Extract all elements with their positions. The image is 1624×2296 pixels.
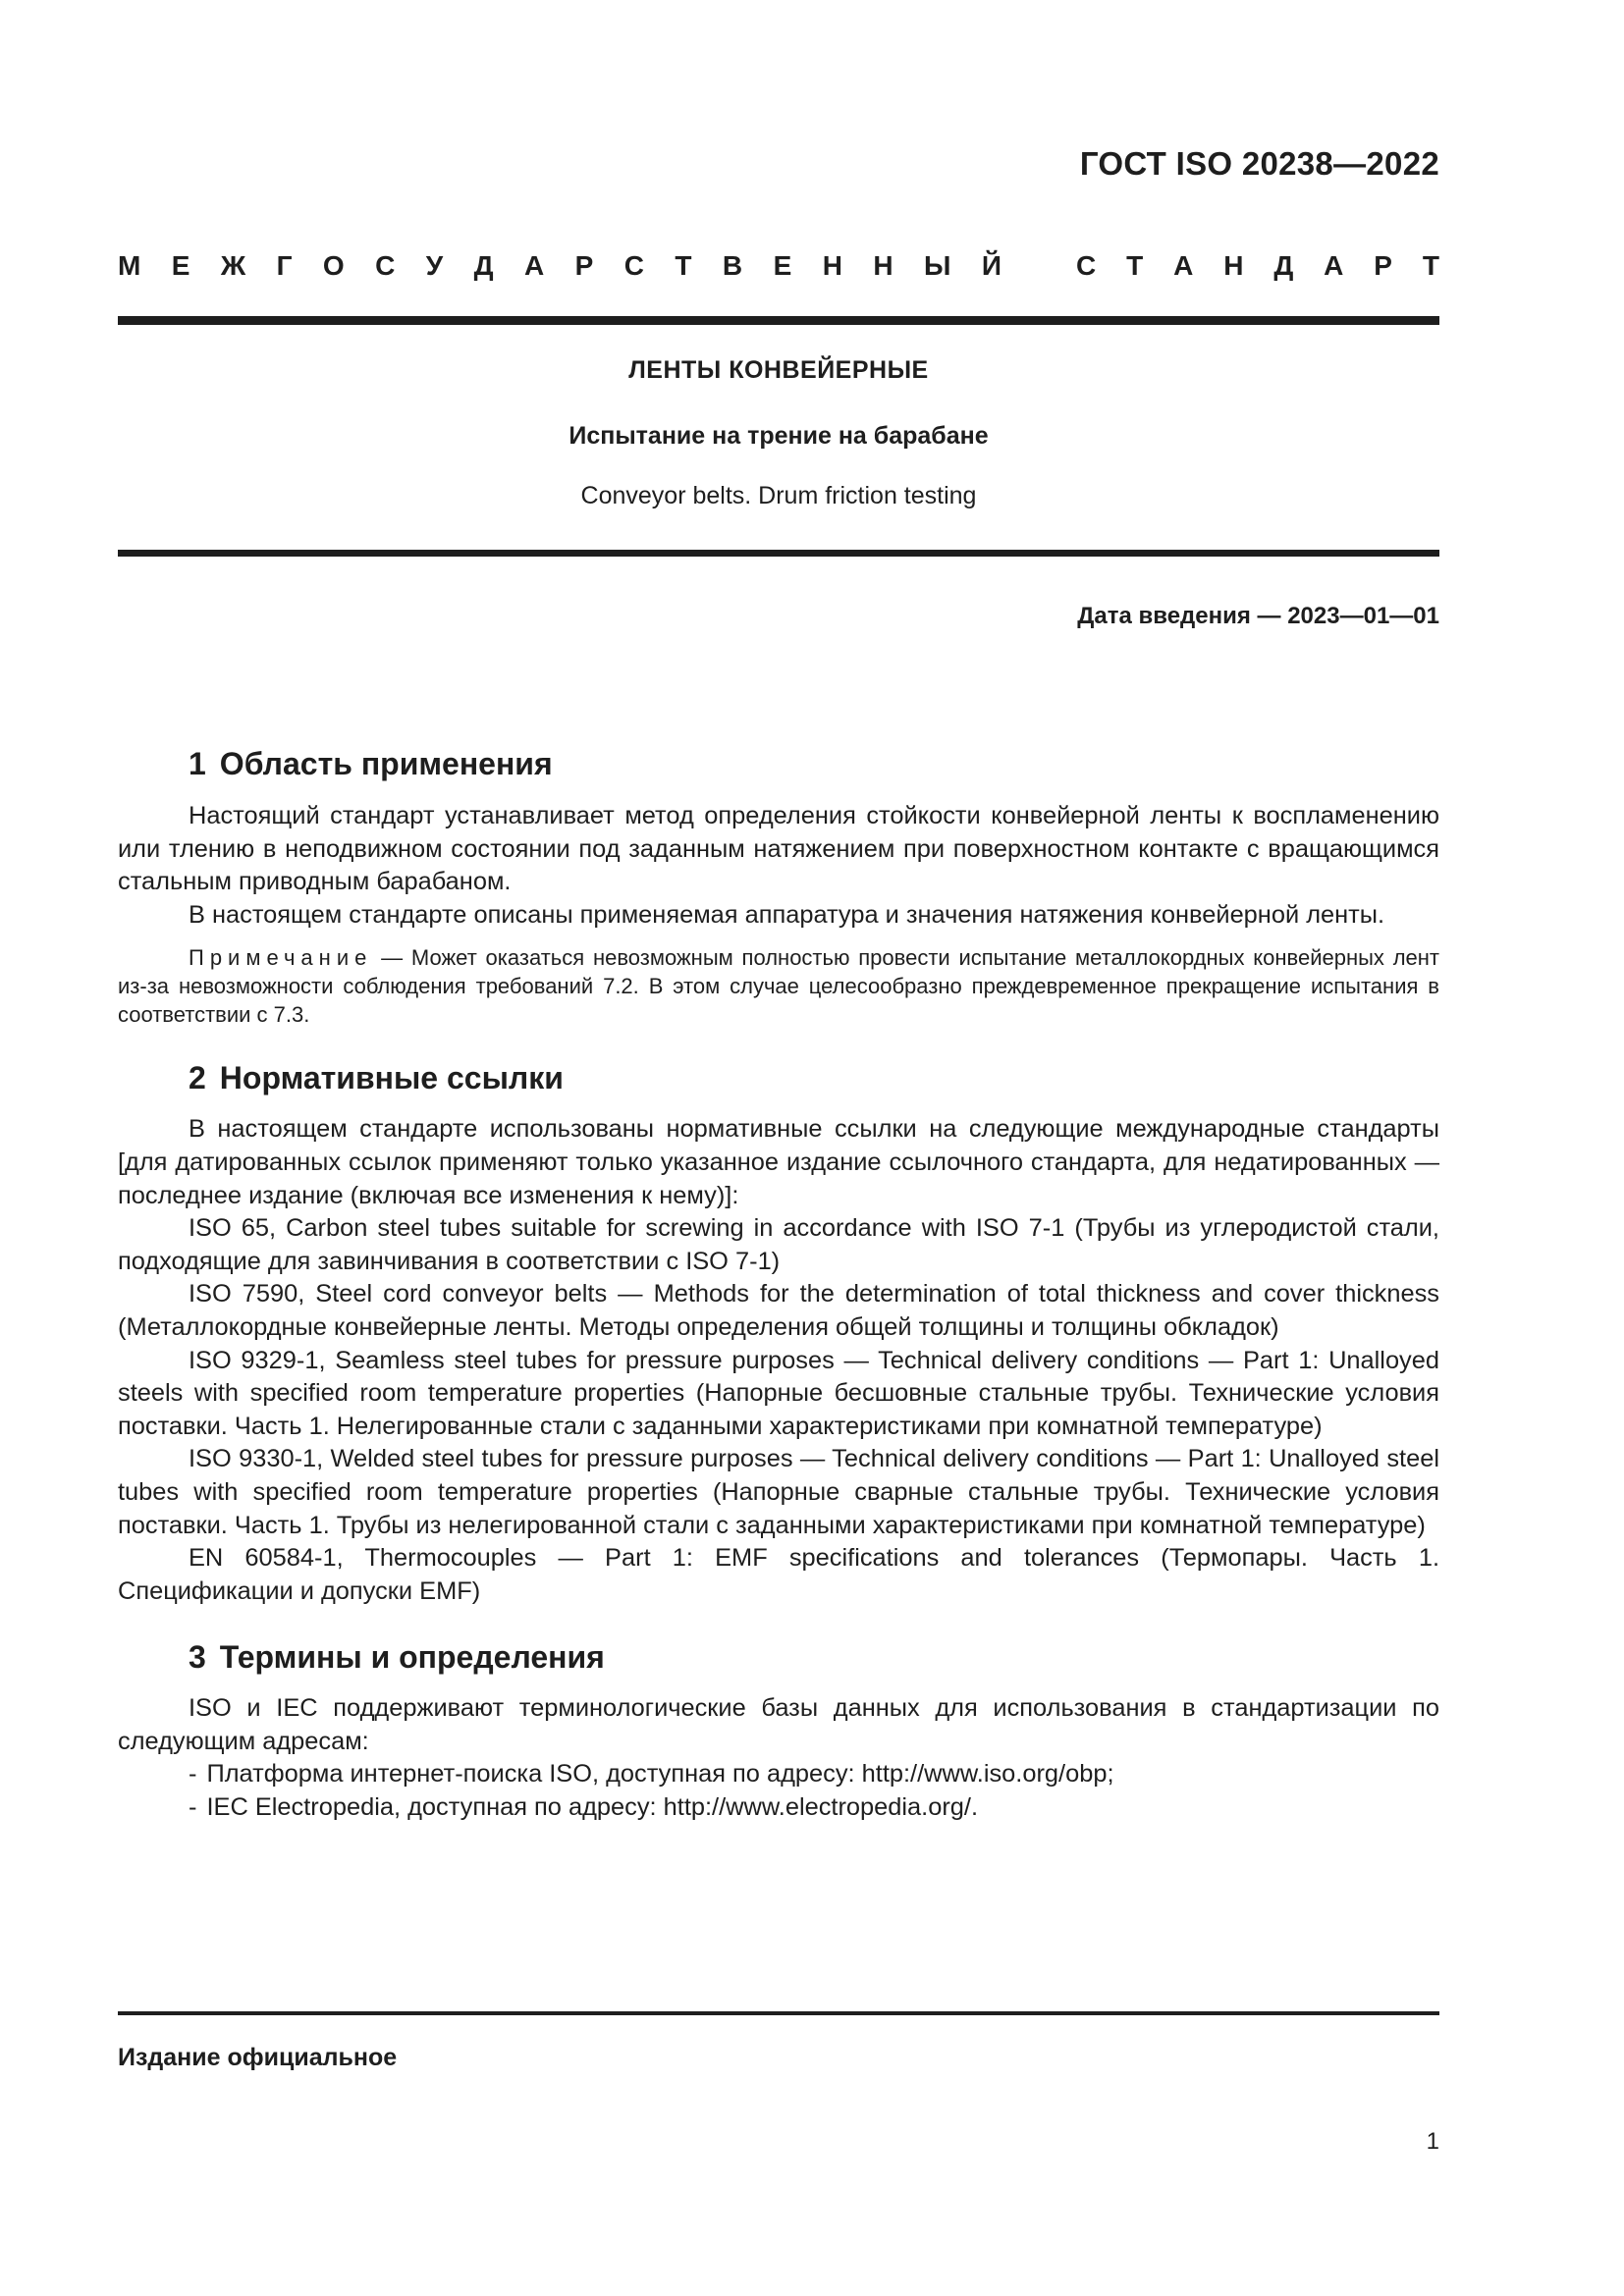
reference-item: ISO 7590, Steel cord conveyor belts — Methods for the determination of total thickness and cover thickness (Металлокордные конвейерные ленты. Методы определения общей толщины и толщины обкладок)	[118, 1280, 1439, 1341]
title-divider	[118, 550, 1439, 557]
footer-divider	[118, 2011, 1439, 2015]
reference-item: EN 60584-1, Thermocouples — Part 1: EMF specifications and tolerances (Термопары. Часть 1. Спецификации и допуски EMF)	[118, 1544, 1439, 1605]
section-heading-terms-definitions: 3 Термины и определения	[189, 1639, 605, 1676]
section-heading-normative-references: 2 Нормативные ссылки	[189, 1060, 564, 1096]
banner-word-standard: С Т А Н Д А Р Т	[1076, 250, 1439, 281]
banner-word-interstate: М Е Ж Г О С У Д А Р С Т В Е Н Н Ы Й	[118, 250, 1001, 281]
list-item: - IEC Electropedia, доступная по адресу: http://www.electropedia.org/.	[189, 1793, 979, 1822]
paragraph: В настоящем стандарте описаны применяемая аппаратура и значения натяжения конвейерной ленты.	[189, 900, 1385, 929]
top-divider	[118, 316, 1439, 325]
note-text: — Может оказаться невозможным полностью провести испытание металлокордных конвейерных лент из-за невозможности соблюдения требований 7.2. В этом случае целесообразно преждевременное прекращение испытания в соответствии с 7.3.	[118, 945, 1439, 1028]
document-body	[118, 744, 1439, 1825]
note-label: Примечание	[189, 945, 373, 971]
note	[118, 943, 1439, 1029]
document-english-title: Conveyor belts. Drum friction testing	[580, 482, 977, 509]
interstate-standard-banner	[118, 250, 1439, 282]
official-edition-label: Издание официальное	[118, 2044, 398, 2071]
reference-item: ISO 65, Carbon steel tubes suitable for screwing in accordance with ISO 7-1 (Трубы из углеродистой стали, подходящие для завинчивания в соответствии с ISO 7-1)	[118, 1214, 1439, 1275]
page-number: 1	[1426, 2128, 1439, 2155]
reference-item: ISO 9329-1, Seamless steel tubes for pressure purposes — Technical delivery conditions — Part 1: Unalloyed steels with specified room temperature properties (Напорные бесшовные стальные трубы. Технические условия поставки. Часть 1. Нелегированные стали с заданными характеристиками при комнатной температуре)	[118, 1346, 1439, 1440]
list-item: - Платформа интернет-поиска ISO, доступная по адресу: http://www.iso.org/obp;	[189, 1760, 1114, 1789]
section-heading-scope: 1 Область применения	[189, 746, 553, 781]
introduction-date: Дата введения — 2023—01—01	[1077, 603, 1439, 629]
document-title: ЛЕНТЫ КОНВЕЙЕРНЫЕ	[628, 356, 929, 384]
document-code: ГОСТ ISO 20238—2022	[1079, 145, 1439, 182]
document-page	[118, 0, 1439, 2296]
paragraph: Настоящий стандарт устанавливает метод определения стойкости конвейерной ленты к воспламенению или тлению в неподвижном состоянии под заданным натяжением при поверхностном контакте с вращающимся стальным приводным барабаном.	[118, 802, 1439, 896]
document-subtitle: Испытание на трение на барабане	[568, 422, 989, 450]
paragraph: ISO и IEC поддерживают терминологические базы данных для использования в стандартизации по следующим адресам:	[118, 1694, 1439, 1755]
reference-item: ISO 9330-1, Welded steel tubes for pressure purposes — Technical delivery conditions — Part 1: Unalloyed steel tubes with specified room temperature properties (Напорные сварные стальные трубы. Технические условия поставки. Часть 1. Трубы из нелегированной стали с заданными характеристиками при комнатной температуре)	[118, 1445, 1439, 1539]
paragraph: В настоящем стандарте использованы нормативные ссылки на следующие международные стандарты [для датированных ссылок применяют только указанное издание ссылочного стандарта, для недатированных — последнее издание (включая все изменения к нему)]:	[118, 1115, 1439, 1209]
address-list	[118, 1758, 1439, 1824]
